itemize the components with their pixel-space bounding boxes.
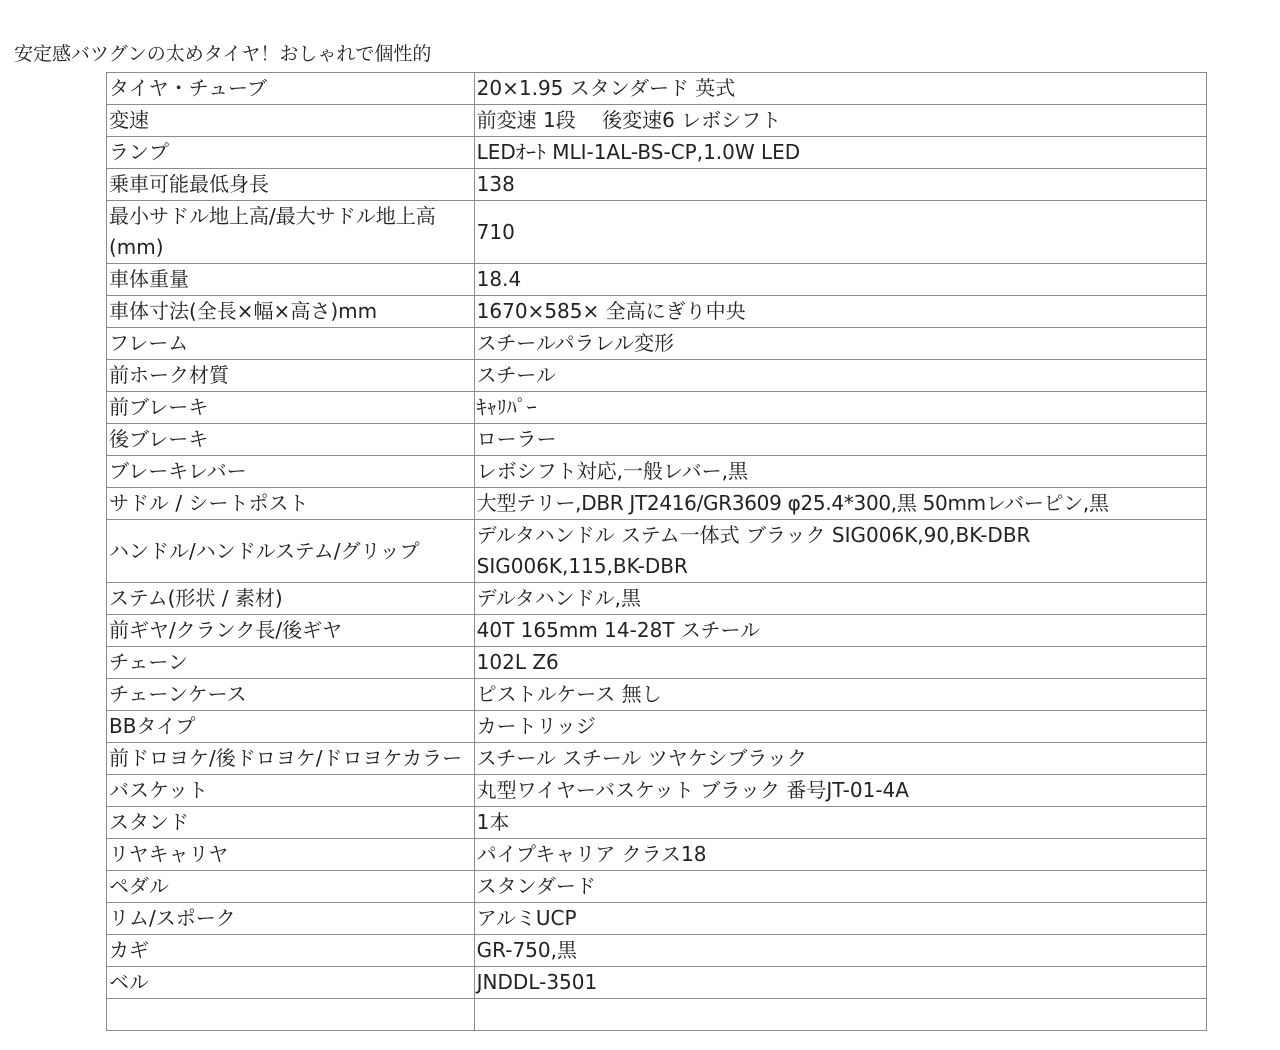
spec-label: 車体寸法(全長×幅×高さ)mm [107, 296, 475, 328]
spec-value: 138 [474, 169, 1206, 201]
spec-row [107, 647, 1207, 679]
spec-value: 40T 165mm 14-28T スチール [474, 615, 1206, 647]
spec-row [107, 711, 1207, 743]
spec-row [107, 583, 1207, 615]
spec-value: 1670×585× 全高にぎり中央 [474, 296, 1206, 328]
spec-row [107, 456, 1207, 488]
spec-label: 最小サドル地上高/最大サドル地上高(mm) [107, 201, 475, 264]
spec-value: 丸型ワイヤーバスケット ブラック 番号JT-01-4A [474, 775, 1206, 807]
spec-value: ローラー [474, 424, 1206, 456]
spec-value: JNDDL-3501 [474, 967, 1206, 999]
spec-label: チェーンケース [107, 679, 475, 711]
intro-text: 安定感バツグンの太めタイヤ！おしゃれで個性的 [14, 43, 432, 65]
spec-label: 後ブレーキ [107, 424, 475, 456]
spec-value: ｷｬﾘﾊﾟｰ [474, 392, 1206, 424]
spec-row [107, 424, 1207, 456]
spec-value: ピストルケース 無し [474, 679, 1206, 711]
spec-row [107, 488, 1207, 520]
spec-value: 710 [474, 201, 1206, 264]
spec-label: スタンド [107, 807, 475, 839]
spec-value: パイプキャリア クラス18 [474, 839, 1206, 871]
spec-value: GR-750,黒 [474, 935, 1206, 967]
spec-row-partial [107, 999, 1207, 1031]
spec-row [107, 169, 1207, 201]
spec-row [107, 137, 1207, 169]
spec-value: 18.4 [474, 264, 1206, 296]
spec-value: スチールパラレル変形 [474, 328, 1206, 360]
spec-label: ベル [107, 967, 475, 999]
spec-value: アルミUCP [474, 903, 1206, 935]
spec-row [107, 392, 1207, 424]
spec-label: 車体重量 [107, 264, 475, 296]
spec-label: フレーム [107, 328, 475, 360]
spec-value: 大型テリー,DBR JT2416/GR3609 φ25.4*300,黒 50mmレバーピン,黒 [474, 488, 1206, 520]
spec-value: スチール [474, 360, 1206, 392]
spec-label: チェーン [107, 647, 475, 679]
spec-value: 102L Z6 [474, 647, 1206, 679]
spec-value [474, 999, 1206, 1031]
spec-label: ランプ [107, 137, 475, 169]
spec-label: 前ドロヨケ/後ドロヨケ/ドロヨケカラー [107, 743, 475, 775]
spec-label: リヤキャリヤ [107, 839, 475, 871]
spec-value: カートリッジ [474, 711, 1206, 743]
spec-value: 1本 [474, 807, 1206, 839]
spec-table [106, 72, 1207, 1031]
spec-row [107, 296, 1207, 328]
spec-label: ステム(形状 / 素材) [107, 583, 475, 615]
spec-row [107, 105, 1207, 137]
spec-row [107, 743, 1207, 775]
spec-value: スタンダード [474, 871, 1206, 903]
spec-label: 前ブレーキ [107, 392, 475, 424]
spec-value: デルタハンドル ステム一体式 ブラック SIG006K,90,BK-DBR SIG006K,115,BK-DBR [474, 520, 1206, 583]
spec-label: ペダル [107, 871, 475, 903]
spec-label: サドル / シートポスト [107, 488, 475, 520]
spec-value: レボシフト対応,一般レバー,黒 [474, 456, 1206, 488]
spec-label: 前ホーク材質 [107, 360, 475, 392]
spec-row [107, 807, 1207, 839]
spec-value: LEDｵｰﾄ MLI-1AL-BS-CP,1.0W LED [474, 137, 1206, 169]
spec-label: タイヤ・チューブ [107, 73, 475, 105]
spec-row [107, 903, 1207, 935]
spec-label: 変速 [107, 105, 475, 137]
spec-row [107, 520, 1207, 583]
spec-value: デルタハンドル,黒 [474, 583, 1206, 615]
spec-row [107, 967, 1207, 999]
spec-row [107, 201, 1207, 264]
spec-row [107, 615, 1207, 647]
spec-label: 乗車可能最低身長 [107, 169, 475, 201]
spec-label: BBタイプ [107, 711, 475, 743]
spec-row [107, 935, 1207, 967]
spec-row [107, 360, 1207, 392]
spec-row [107, 679, 1207, 711]
spec-table-body [107, 73, 1207, 1031]
spec-label: 前ギヤ/クランク長/後ギヤ [107, 615, 475, 647]
spec-row [107, 73, 1207, 105]
spec-label: ハンドル/ハンドルステム/グリップ [107, 520, 475, 583]
spec-label: リム/スポーク [107, 903, 475, 935]
spec-row [107, 264, 1207, 296]
spec-value: 20×1.95 スタンダード 英式 [474, 73, 1206, 105]
spec-label: カギ [107, 935, 475, 967]
spec-row [107, 775, 1207, 807]
spec-value: スチール スチール ツヤケシブラック [474, 743, 1206, 775]
spec-row [107, 839, 1207, 871]
spec-row [107, 871, 1207, 903]
spec-label: ブレーキレバー [107, 456, 475, 488]
spec-label: バスケット [107, 775, 475, 807]
spec-value: 前変速 1段 後変速6 レボシフト [474, 105, 1206, 137]
spec-label [107, 999, 475, 1031]
spec-row [107, 328, 1207, 360]
